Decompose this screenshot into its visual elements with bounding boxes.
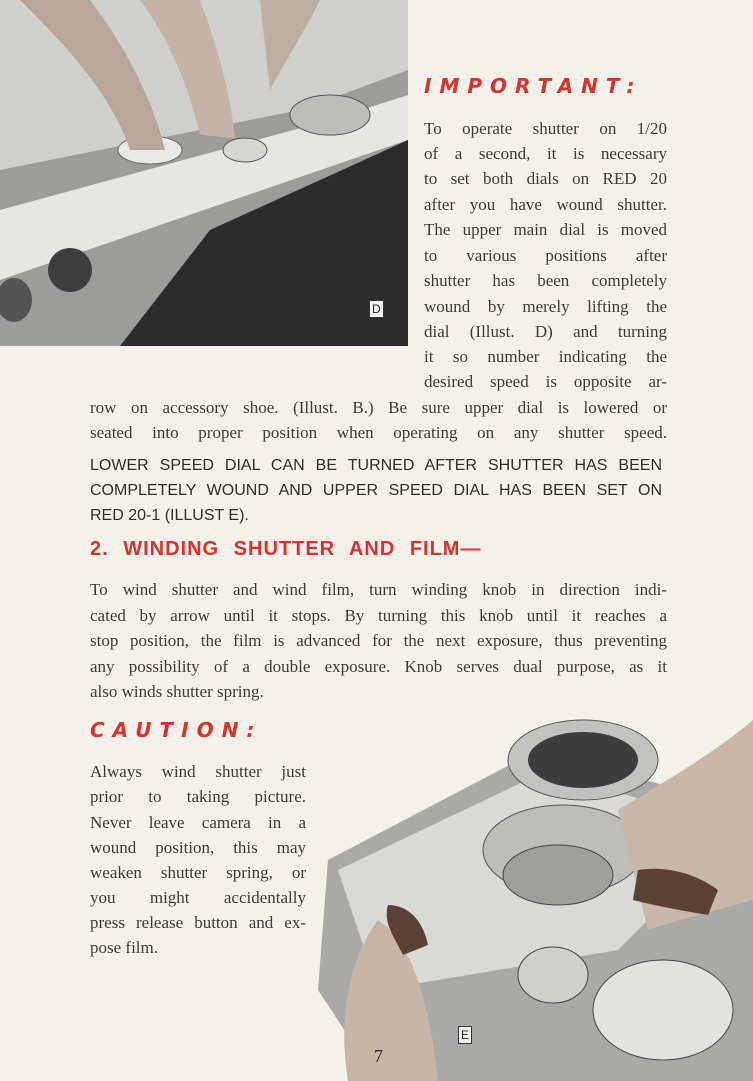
important-line-full: row on accessory shoe. (Illust. B.) Be sure upper dial is lowered or — [90, 398, 667, 417]
figure-label-e: E — [458, 1026, 472, 1044]
important-heading: IMPORTANT: — [424, 74, 643, 98]
caution-heading: CAUTION: — [90, 718, 263, 742]
caution-line: you might accidentally — [90, 888, 306, 907]
page-number: 7 — [374, 1046, 383, 1066]
important-line: dial (Illust. D) and turning — [424, 322, 667, 341]
important-line: wound by merely lifting the — [424, 297, 667, 316]
winding-line: any possibility of a double exposure. Knob serves dual purpose, as it — [90, 657, 667, 676]
caution-line: weaken shutter spring, or — [90, 863, 306, 882]
important-line: it so number indicating the — [424, 347, 667, 366]
important-line: to various positions after — [424, 246, 667, 265]
notice-line: COMPLETELY WOUND AND UPPER SPEED DIAL HAS BEEN SET ON — [90, 482, 662, 499]
figure-label-d: D — [369, 300, 384, 318]
caution-line: prior to taking picture. — [90, 787, 306, 806]
winding-line: cated by arrow until it stops. By turning this knob until it reaches a — [90, 606, 667, 625]
section-title-winding: 2. WINDING SHUTTER AND FILM— — [90, 538, 482, 560]
caution-line: wound position, this may — [90, 838, 306, 857]
photo-camera-winding — [318, 690, 753, 1081]
winding-line: stop position, the film is advanced for the next exposure, thus preventing — [90, 631, 667, 650]
important-line: shutter has been completely — [424, 271, 667, 290]
camera-dial-illustration — [0, 0, 408, 346]
important-line: after you have wound shutter. — [424, 195, 667, 214]
caution-line: Always wind shutter just — [90, 762, 306, 781]
important-line: to set both dials on RED 20 — [424, 169, 667, 188]
caution-line: Never leave camera in a — [90, 813, 306, 832]
winding-line: also winds shutter spring. — [90, 682, 264, 701]
important-line: desired speed is opposite ar- — [424, 372, 667, 391]
caution-line: pose film. — [90, 938, 158, 957]
caution-line: press release button and ex- — [90, 913, 306, 932]
notice-line: LOWER SPEED DIAL CAN BE TURNED AFTER SHUTTER HAS BEEN — [90, 457, 662, 474]
important-line-full: seated into proper position when operating on any shutter speed. — [90, 423, 667, 442]
important-line: The upper main dial is moved — [424, 220, 667, 239]
notice-line: RED 20-1 (ILLUST E). — [90, 507, 249, 524]
winding-line: To wind shutter and wind film, turn winding knob in direction indi- — [90, 580, 667, 599]
photo-camera-top-dial — [0, 0, 408, 346]
important-line: of a second, it is necessary — [424, 144, 667, 163]
important-line: To operate shutter on 1/20 — [424, 119, 667, 138]
camera-lens-illustration — [318, 690, 753, 1081]
